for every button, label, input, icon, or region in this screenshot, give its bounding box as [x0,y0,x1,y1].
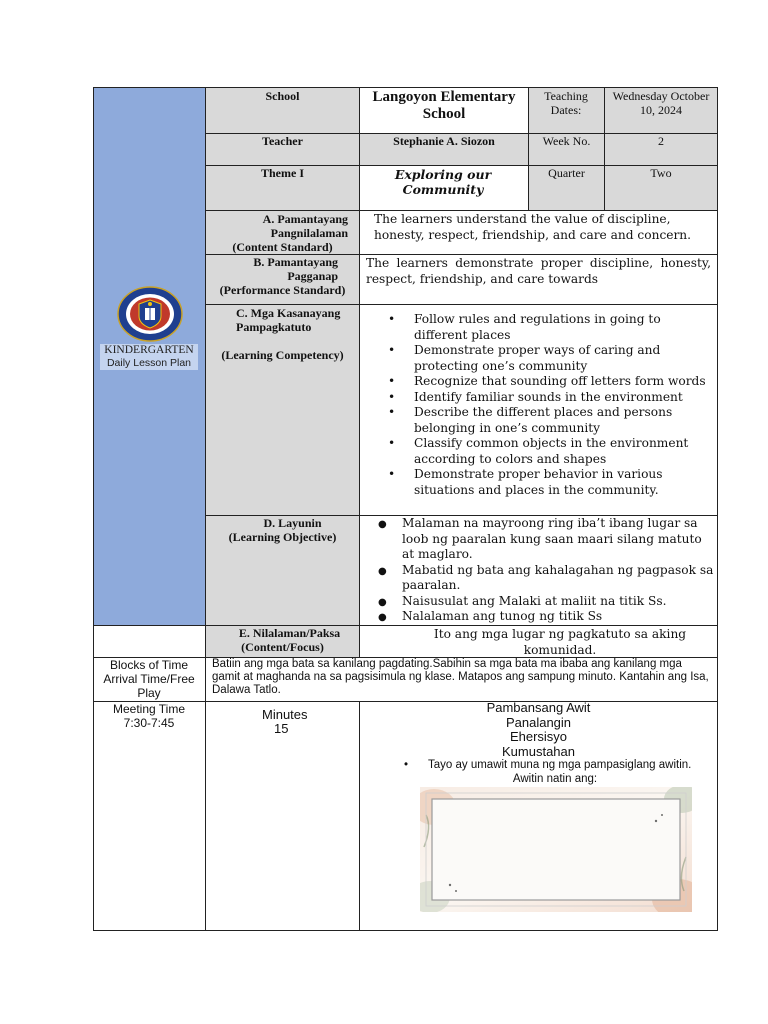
meeting-time: 7:30-7:45 [123,716,175,730]
section-e-sub: (Content/Focus) [241,640,324,654]
activity-list [360,701,717,759]
competency-item: • Follow rules and regulations in going to different places [414,312,716,343]
section-d-label: D. Layunin [263,516,322,530]
section-e-text: Ito ang mga lugar ng pagkatuto sa aking komunidad. [433,627,687,657]
section-d-list [360,516,716,625]
competency-item: • Classify common objects in the environment according to colors and shapes [414,436,716,467]
competency-item: • Demonstrate proper behavior in various situations and places in the community. [414,467,716,498]
objective-item: ● Malaman na mayroong ring iba’t ibang lugar sa loob ng paaralan kung saan maari silang matuto at maglaro. [402,516,716,563]
activity-item: Pambansang Awit [486,700,591,715]
competency-item: • Recognize that sounding off letters form words [414,374,716,390]
decorative-frame-image [420,787,692,912]
theme-value: Exploring our Community [394,167,492,197]
song-bullet-text: Tayo ay umawit muna ng mga pampasiglang awitin. [428,759,692,771]
objective-item: ● Naisusulat ang Malaki at maliit na titik Ss. [402,594,716,610]
section-a-label-text: A. Pamantayang Pangnilalaman [262,212,348,240]
teaching-dates-label: Teaching Dates: [544,89,588,117]
activity-item: Kumustahan [502,743,575,759]
competency-item: • Demonstrate proper ways of caring and protecting one’s community [414,343,716,374]
section-a-sub: (Content Standard) [232,240,333,254]
sidebar-title: KINDERGARTEN [104,344,194,356]
deped-seal-icon [117,286,183,342]
section-b-label [210,255,358,283]
week-value: 2 [658,134,664,148]
week-label: Week No. [542,134,591,148]
competency-item: • Describe the different places and persons belonging in one’s community [414,405,716,436]
section-a-text: The learners understand the value of discipline, honesty, respect, friendship, and care and concern. [374,212,692,242]
theme-label: Theme I [261,166,304,180]
minutes-label: Minutes [262,707,308,722]
arrival-label: Blocks of Time Arrival Time/Free Play [103,658,195,700]
arrival-text: Batiin ang mga bata sa kanilang pagdating.Sabihin sa mga bata ma ibaba ang kanilang mga gamit at maghanda na sa pagsisimula ng klase. Matapos ang sampung minuto. Kantahin ang Isa, Dalawa Tatlo. [212,658,709,696]
bullet-dot: • [404,759,409,771]
objective-item: ● Nalalaman ang tunog ng titik Ss [402,609,716,625]
section-c-label [226,306,346,334]
objective-item: ● Mabatid ng bata ang kahalagahan ng pagpasok sa paaralan. [402,563,716,594]
teaching-dates-value: Wednesday October 10, 2024 [612,89,710,117]
section-b-sub: (Performance Standard) [219,283,346,297]
competency-item: • Identify familiar sounds in the environment [414,390,716,406]
teacher-name: Stephanie A. Siozon [393,134,495,148]
song-intro: Awitin natin ang: [512,773,598,785]
school-name: Langoyon Elementary School [372,89,516,122]
teacher-label: Teacher [262,134,303,148]
quarter-label: Quarter [548,166,585,180]
section-c-label-text: C. Mga Kasanayang Pampagkatuto [236,306,341,334]
section-d-sub: (Learning Objective) [228,530,337,544]
section-b-text: The learners demonstrate proper discipline, honesty, respect, friendship, and care towards [366,256,711,286]
activity-item: Ehersisyo [509,729,568,744]
section-c-list [360,312,716,498]
section-b-label-text: B. Pamantayang Pagganap [253,255,338,283]
meeting-label: Meeting Time [112,702,186,716]
activity-item: Panalangin [505,714,572,730]
quarter-value: Two [650,166,672,180]
sidebar-subtitle: Daily Lesson Plan [106,357,192,369]
section-a-label [210,212,358,240]
school-label: School [265,89,300,103]
section-e-label: E. Nilalaman/Paksa [238,626,341,640]
section-c-sub: (Learning Competency) [221,348,344,362]
header-bg [206,88,359,210]
minutes-value: 15 [274,721,289,736]
